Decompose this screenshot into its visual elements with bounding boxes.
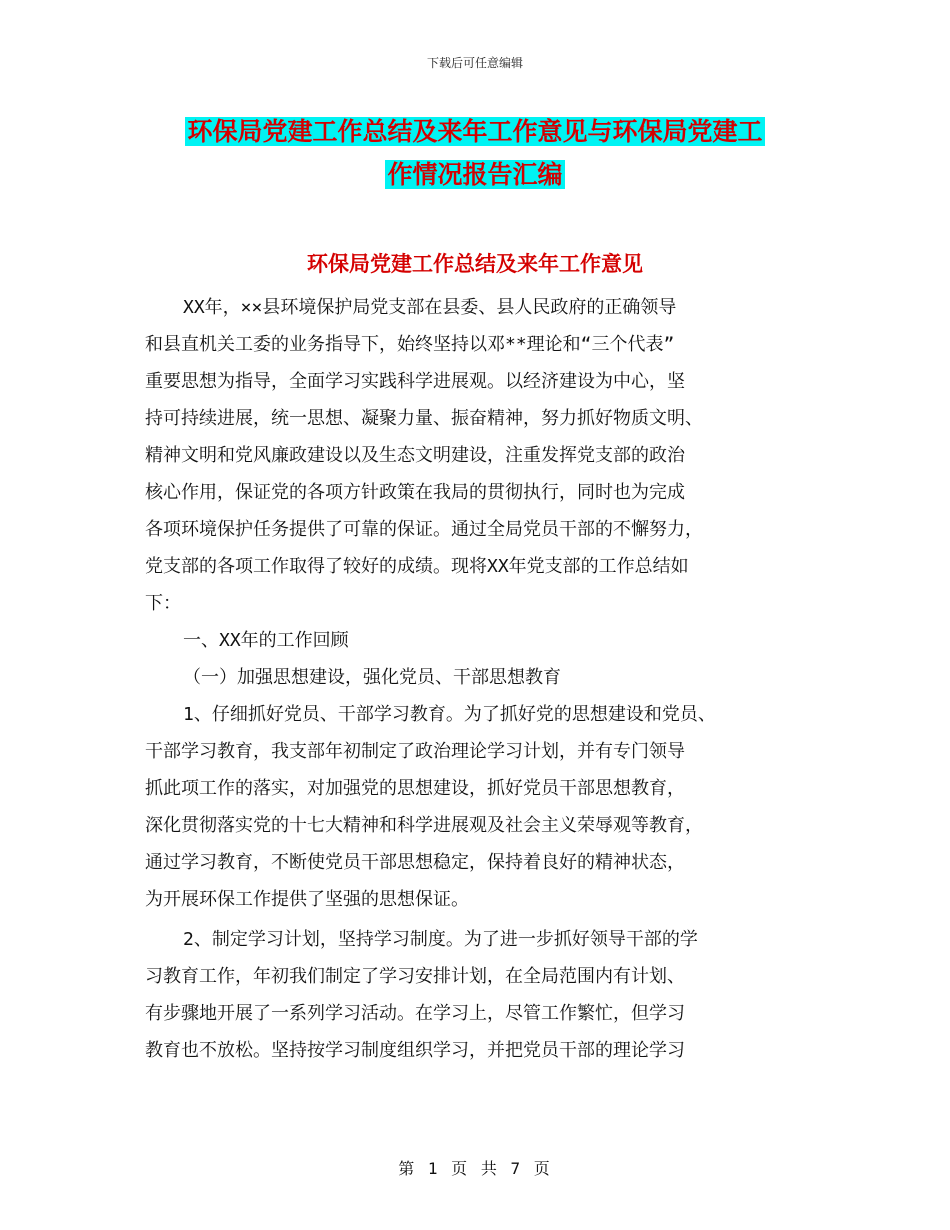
body-line: 各项环境保护任务提供了可靠的保证。通过全局党员干部的不懈努力，: [145, 519, 703, 540]
title-text-2: 作情况报告汇编: [387, 160, 563, 189]
body-line: 通过学习教育，不断使党员干部思想稳定，保持着良好的精神状态，: [145, 852, 685, 873]
body-line: 和县直机关工委的业务指导下，始终坚持以邓**理论和“三个代表”: [145, 334, 675, 355]
body-line: 干部学习教育，我支部年初制定了政治理论学习计划，并有专门领导: [145, 741, 685, 762]
body-line: XX年，××县环境保护局党支部在县委、县人民政府的正确领导: [183, 297, 677, 318]
body-line: 习教育工作，年初我们制定了学习安排计划，在全局范围内有计划、: [145, 966, 685, 987]
body-line: 精神文明和党风廉政建设以及生态文明建设，注重发挥党支部的政治: [145, 445, 685, 466]
body-line: 持可持续进展，统一思想、凝聚力量、振奋精神，努力抓好物质文明、: [145, 408, 703, 429]
body-line: 重要思想为指导，全面学习实践科学进展观。以经济建设为中心，坚: [145, 371, 685, 392]
header-note: 下载后可任意编辑: [426, 56, 523, 70]
body-line: 教育也不放松。坚持按学习制度组织学习，并把党员干部的理论学习: [145, 1040, 685, 1061]
section-title: 环保局党建工作总结及来年工作意见: [307, 252, 643, 276]
body-line: 核心作用，保证党的各项方针政策在我局的贯彻执行，同时也为完成: [145, 482, 685, 503]
body-line: 2、制定学习计划，坚持学习制度。为了进一步抓好领导干部的学: [183, 929, 698, 950]
document-title-line-2: [0, 158, 950, 192]
page-footer: 第 1 页 共 7 页: [398, 1159, 552, 1178]
body-line: 有步骤地开展了一系列学习活动。在学习上，尽管工作繁忙，但学习: [145, 1003, 685, 1024]
body-line: 抓此项工作的落实，对加强党的思想建设，抓好党员干部思想教育，: [145, 778, 685, 799]
subheading-line: （一）加强思想建设，强化党员、干部思想教育: [183, 667, 561, 688]
body-line: 党支部的各项工作取得了较好的成绩。现将XX年党支部的工作总结如: [145, 556, 689, 577]
title-text-1: 环保局党建工作总结及来年工作意见与环保局党建工: [187, 117, 763, 146]
body-line: 深化贯彻落实党的十七大精神和科学进展观及社会主义荣辱观等教育，: [145, 815, 703, 836]
body-line: 为开展环保工作提供了坚强的思想保证。: [145, 889, 469, 910]
body-line: 1、仔细抓好党员、干部学习教育。为了抓好党的思想建设和党员、: [183, 704, 716, 725]
document-title-line-1: [0, 115, 950, 149]
heading-line: 一、XX年的工作回顾: [183, 630, 349, 651]
body-line: 下：: [145, 593, 181, 614]
